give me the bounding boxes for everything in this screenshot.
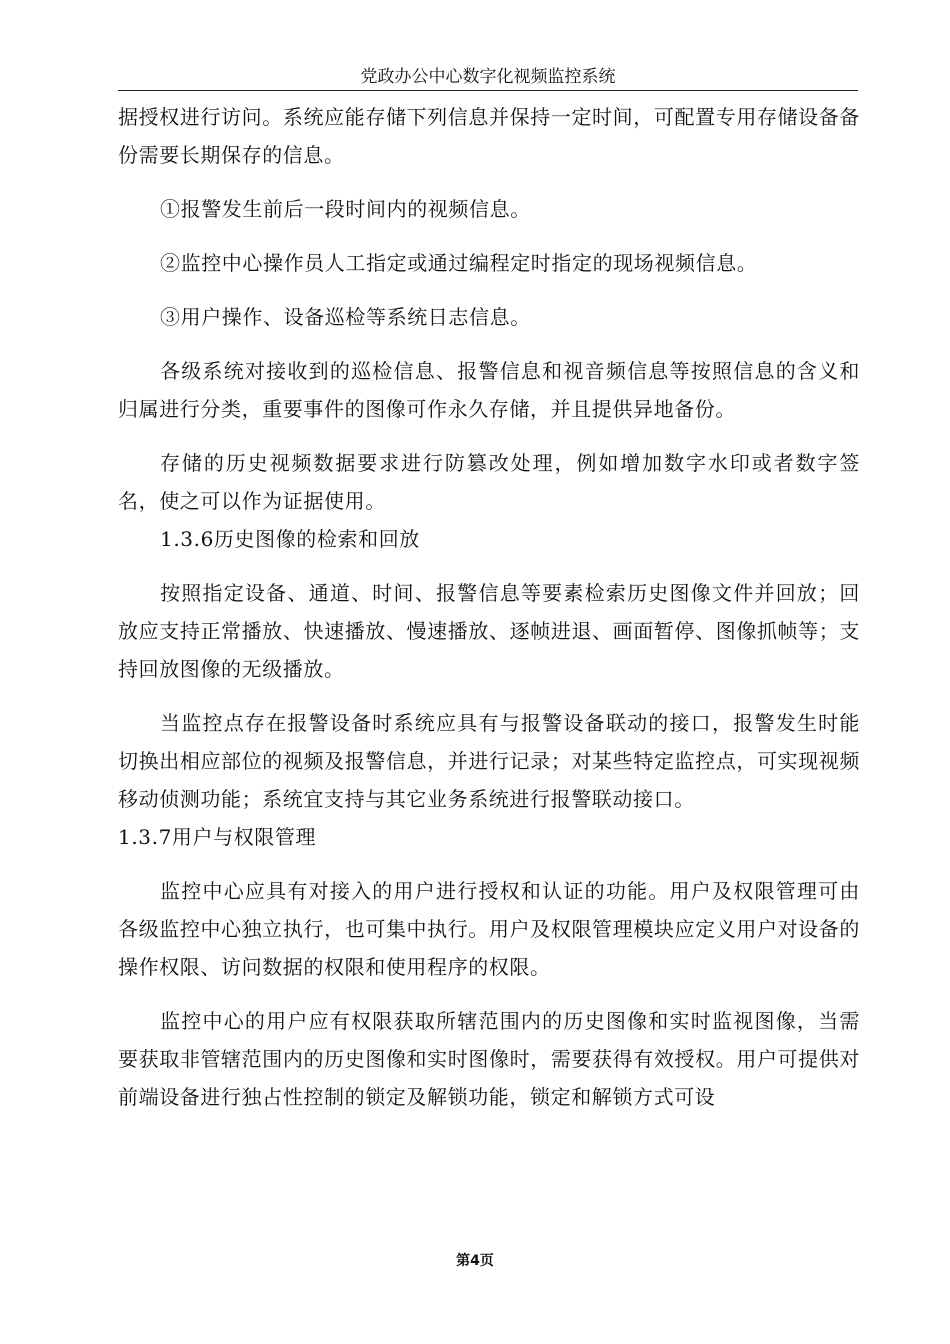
paragraph-user-auth: 监控中心应具有对接入的用户进行授权和认证的功能。用户及权限管理可由各级监控中心独立执行，也可集中执行。用户及权限管理模块应定义用户对设备的操作权限、访问数据的权限和使用程序的权限。 <box>118 879 860 979</box>
paragraph-tamper-proof: 存储的历史视频数据要求进行防篡改处理，例如增加数字水印或者数字签名，使之可以作为证据使用。 <box>118 451 860 513</box>
paragraph-alarm-linkage: 当监控点存在报警设备时系统应具有与报警设备联动的接口，报警发生时能切换出相应部位的视频及报警信息，并进行记录；对某些特定监控点，可实现视频移动侦测功能；系统宜支持与其它业务系统进行报警联动接口。 <box>118 711 860 811</box>
paragraph-continuation: 据授权进行访问。系统应能存储下列信息并保持一定时间，可配置专用存储设备备份需要长期保存的信息。 <box>118 105 860 167</box>
paragraph-playback: 按照指定设备、通道、时间、报警信息等要素检索历史图像文件并回放；回放应支持正常播放、快速播放、慢速播放、逐帧进退、画面暂停、图像抓帧等；支持回放图像的无级播放。 <box>118 581 860 681</box>
section-heading-1-3-7: 1.3.7用户与权限管理 <box>118 825 317 849</box>
page-number: 第4页 <box>456 1253 494 1269</box>
list-item-2: ②监控中心操作员人工指定或通过编程定时指定的现场视频信息。 <box>160 251 758 275</box>
list-item-3: ③用户操作、设备巡检等系统日志信息。 <box>160 305 531 329</box>
paragraph-user-permissions: 监控中心的用户应有权限获取所辖范围内的历史图像和实时监视图像，当需要获取非管辖范围内的历史图像和实时图像时，需要获得有效授权。用户可提供对前端设备进行独占性控制的锁定及解锁功能，锁定和解锁方式可设 <box>118 1009 860 1109</box>
section-heading-1-3-6: 1.3.6历史图像的检索和回放 <box>160 527 420 551</box>
list-item-1: ①报警发生前后一段时间内的视频信息。 <box>160 197 531 221</box>
paragraph-classification: 各级系统对接收到的巡检信息、报警信息和视音频信息等按照信息的含义和归属进行分类，重要事件的图像可作永久存储，并且提供异地备份。 <box>118 359 860 421</box>
running-header: 党政办公中心数字化视频监控系统 <box>118 64 858 91</box>
document-body <box>118 98 860 1116</box>
